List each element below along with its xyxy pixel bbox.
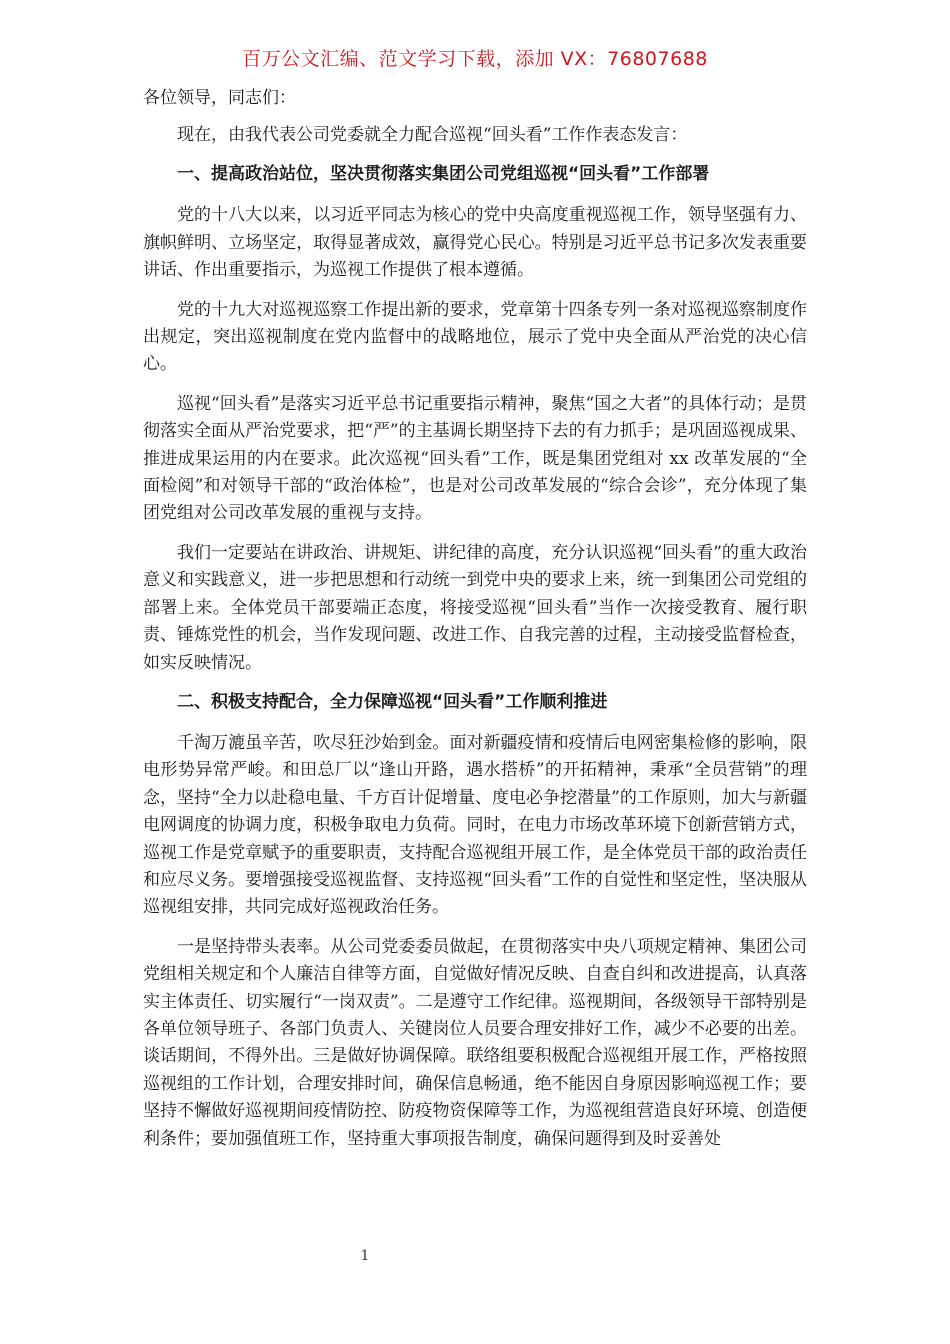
- section-1-heading: 一、提高政治站位，坚决贯彻落实集团公司党组巡视“回头看”工作部署: [177, 164, 710, 185]
- header-banner: 百万公文汇编、范文学习下载，添加 VX：76807688: [242, 48, 708, 70]
- document-body: [143, 84, 807, 1165]
- section-1-paragraph: 党的十八大以来，以习近平同志为核心的党中央高度重视巡视工作，领导坚强有力、旗帜鲜明、立场坚定，取得显著成效，赢得党心民心。特别是习近平总书记多次发表重要讲话、作出重要指示，为巡视工作提供了根本遵循。: [143, 205, 807, 281]
- section-1-paragraph: 党的十九大对巡视巡察工作提出新的要求，党章第十四条专列一条对巡视巡察制度作出规定，突出巡视制度在党内监督中的战略地位，展示了党中央全面从严治党的决心信心。: [143, 299, 807, 375]
- section-2-paragraph: 千淘万漉虽辛苦，吹尽狂沙始到金。面对新疆疫情和疫情后电网密集检修的影响，限电形势异常严峻。和田总厂以“逢山开路，遇水搭桥”的开拓精神，秉承“全员营销”的理念，坚持“全力以赴稳电量、千方百计促增量、度电必争挖潜量”的工作原则，加大与新疆电网调度的协调力度，积极争取电力负荷。同时，在电力市场改革环境下创新营销方式，巡视工作是党章赋予的重要职责，支持配合巡视组开展工作，是全体党员干部的政治责任和应尽义务。要增强接受巡视监督、支持巡视“回头看”工作的自觉性和坚定性，坚决服从巡视组安排，共同完成好巡视政治任务。: [143, 732, 807, 918]
- section-2-heading: 二、积极支持配合，全力保障巡视“回头看”工作顺利推进: [177, 691, 608, 712]
- page-number: 1: [360, 1248, 370, 1264]
- salutation: 各位领导，同志们：: [143, 88, 296, 108]
- intro-paragraph: 现在，由我代表公司党委就全力配合巡视“回头看”工作作表态发言：: [177, 125, 688, 145]
- section-2-paragraph: 一是坚持带头表率。从公司党委委员做起，在贯彻落实中央八项规定精神、集团公司党组相关规定和个人廉洁自律等方面，自觉做好情况反映、自查自纠和改进提高，认真落实主体责任、切实履行“一岗双责”。二是遵守工作纪律。巡视期间，各级领导干部特别是各单位领导班子、各部门负责人、关键岗位人员要合理安排好工作，减少不必要的出差。谈话期间，不得外出。三是做好协调保障。联络组要积极配合巡视组开展工作，严格按照巡视组的工作计划，合理安排时间，确保信息畅通，绝不能因自身原因影响巡视工作；要坚持不懈做好巡视期间疫情防控、防疫物资保障等工作，为巡视组营造良好环境、创造便利条件；要加强值班工作，坚持重大事项报告制度，确保问题得到及时妥善处: [143, 936, 807, 1149]
- section-1-paragraph: 我们一定要站在讲政治、讲规矩、讲纪律的高度，充分认识巡视“回头看”的重大政治意义和实践意义，进一步把思想和行动统一到党中央的要求上来，统一到集团公司党组的部署上来。全体党员干部要端正态度，将接受巡视“回头看”当作一次接受教育、履行职责、锤炼党性的机会，当作发现问题、改进工作、自我完善的过程，主动接受监督检查，如实反映情况。: [143, 542, 807, 673]
- section-1-paragraph: 巡视“回头看”是落实习近平总书记重要指示精神，聚焦“国之大者”的具体行动；是贯彻落实全面从严治党要求，把“严”的主基调长期坚持下去的有力抓手；是巩固巡视成果、推进成果运用的内在要求。此次巡视“回头看”工作，既是集团党组对 xx 改革发展的“全面检阅”和对领导干部的“政治体检”，也是对公司改革发展的“综合会诊”，充分体现了集团党组对公司改革发展的重视与支持。: [143, 393, 807, 524]
